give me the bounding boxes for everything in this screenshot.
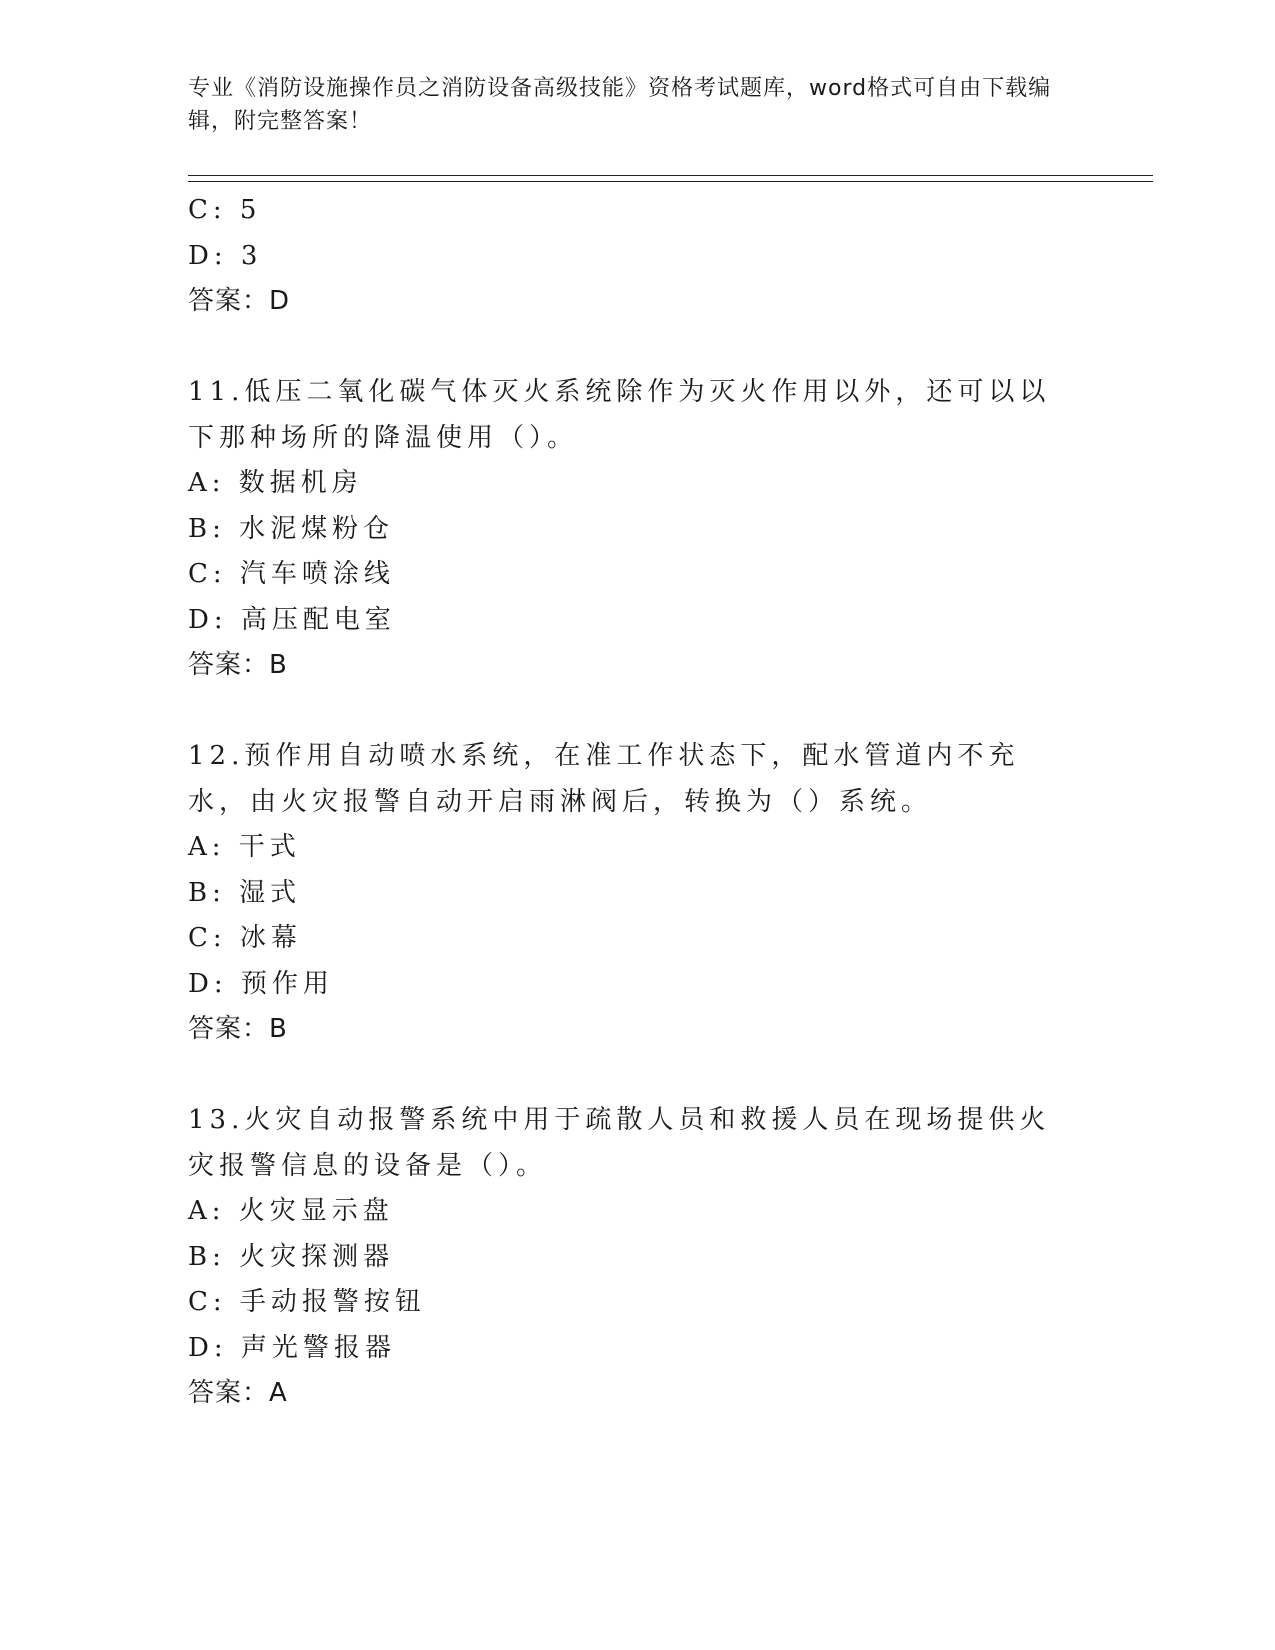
question-11-option-d: D: 高压配电室 xyxy=(188,604,396,635)
question-13-answer: 答案：A xyxy=(188,1378,288,1408)
question-list xyxy=(188,188,1068,1417)
question-12-stem: 12.预作用自动喷水系统，在准工作状态下，配水管道内不充水，由火灾报警自动开启雨淋阀后，转换为（）系统。 xyxy=(188,741,1020,817)
question-13-option-a: A: 火灾显示盘 xyxy=(188,1196,394,1226)
question-12-option-b: B: 湿式 xyxy=(188,877,302,908)
question-11-option-c: C: 汽车喷涂线 xyxy=(188,559,395,589)
spacer xyxy=(188,1053,1068,1099)
question-11-option-a: A: 数据机房 xyxy=(188,468,363,498)
spacer xyxy=(188,325,1068,371)
question-13-stem: 13.火灾自动报警系统中用于疏散人员和救援人员在现场提供火灾报警信息的设备是（）。 xyxy=(188,1105,1051,1181)
option-d: D: 3 xyxy=(188,240,263,271)
question-11-option-b: B: 水泥煤粉仓 xyxy=(188,513,395,544)
question-11-answer: 答案：B xyxy=(188,650,288,680)
question-12-option-d: D: 预作用 xyxy=(188,968,334,999)
question-12-option-a: A: 干式 xyxy=(188,832,301,862)
question-13-option-d: D: 声光警报器 xyxy=(188,1332,396,1363)
header-divider-bottom xyxy=(188,181,1153,182)
question-13-option-c: C: 手动报警按钮 xyxy=(188,1287,426,1317)
document-header: 专业《消防设施操作员之消防设备高级技能》资格考试题库，word格式可自由下载编辑，附完整答案！ xyxy=(188,76,1052,134)
question-11-stem: 11.低压二氧化碳气体灭火系统除作为灭火作用以外，还可以以下那种场所的降温使用（）。 xyxy=(188,377,1051,453)
question-12-option-c: C: 冰幕 xyxy=(188,923,302,953)
option-c: C: 5 xyxy=(188,195,262,225)
question-12-answer: 答案：B xyxy=(188,1014,288,1044)
header-divider-top xyxy=(188,175,1153,176)
answer-line: 答案：D xyxy=(188,286,291,316)
spacer xyxy=(188,689,1068,735)
question-13-option-b: B: 火灾探测器 xyxy=(188,1241,395,1272)
